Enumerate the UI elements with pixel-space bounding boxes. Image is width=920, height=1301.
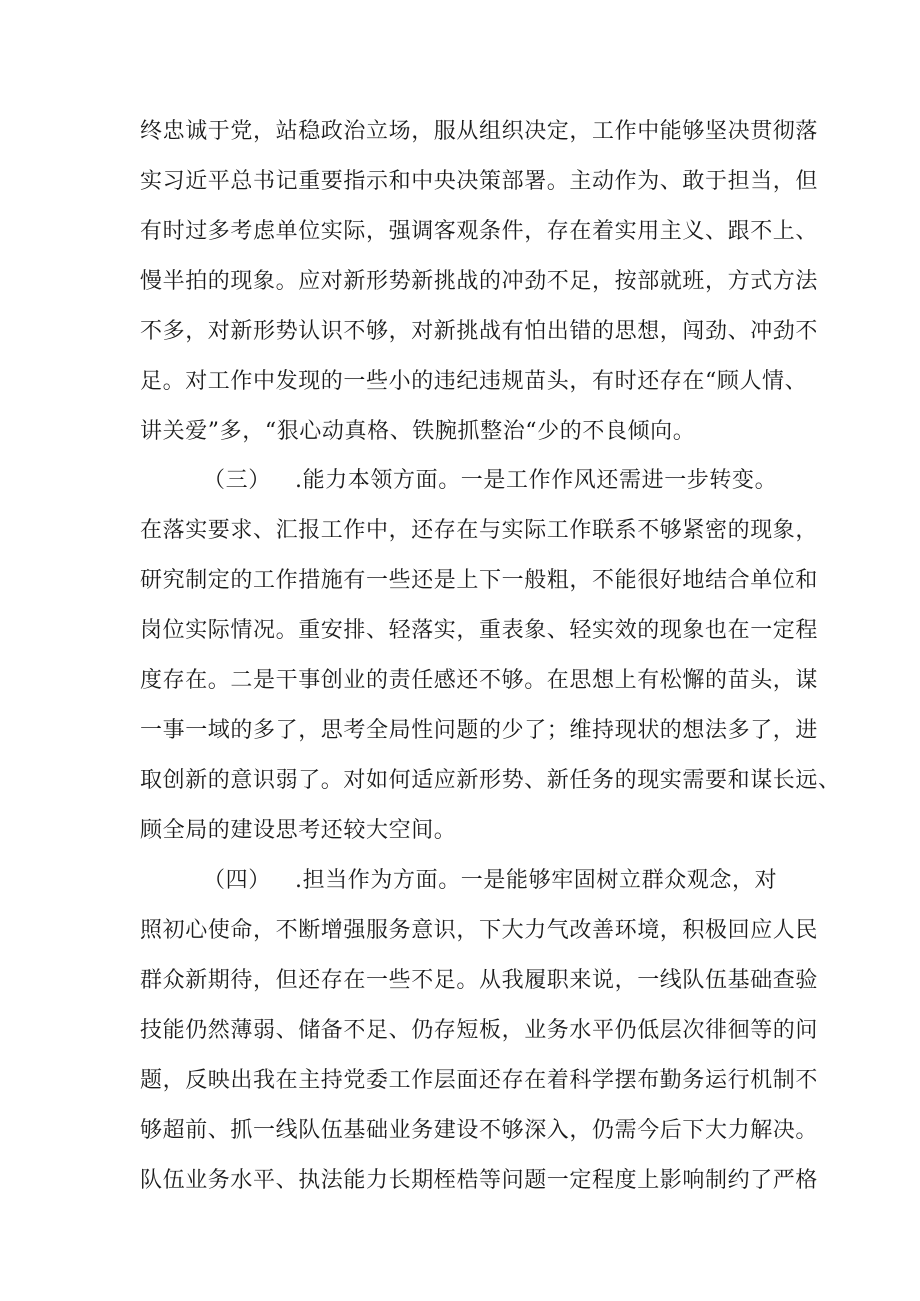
paragraph-1-line-4: 慢半拍的现象。应对新形势新挑战的冲劲不足，按部就班，方式方法 [140, 269, 819, 294]
section-4-line-6: 队伍业务水平、执法能力长期桎梏等问题一定程度上影响制约了严格 [140, 1168, 819, 1193]
section-3-line-7: 顾全局的建设思考还较大空间。 [140, 818, 457, 843]
paragraph-1-line-5: 不多，对新形势认识不够，对新挑战有怕出错的思想，闯劲、冲劲不 [140, 319, 819, 344]
paragraph-1-line-7: 讲关爱”多，“狠心动真格、铁腕抓整治“少的不良倾向。 [140, 419, 696, 444]
section-4-first-line: .担当作为方面。一是能够牢固树立群众观念，对 [295, 868, 778, 893]
section-3-heading-line [203, 466, 863, 496]
paragraph-1-line-1: 终忠诚于党，站稳政治立场，服从组织决定，工作中能够坚决贯彻落 [140, 119, 819, 144]
section-4-line-1: 照初心使命，不断增强服务意识，下大力气改善环境，积极回应人民 [140, 918, 819, 943]
section-4-heading-line [203, 866, 863, 896]
paragraph-1-line-6: 足。对工作中发现的一些小的违纪违规苗头，有时还存在“顾人情、 [140, 369, 808, 394]
section-3-first-line: .能力本领方面。一是工作作风还需进一步转变。 [295, 468, 778, 493]
section-3-label: （三） [203, 468, 271, 493]
section-4-line-4: 题，反映出我在主持党委工作层面还存在着科学摆布勤务运行机制不 [140, 1068, 819, 1093]
section-4-line-5: 够超前、抓一线队伍基础业务建设不够深入，仍需今后下大力解决。 [140, 1118, 819, 1143]
section-3-line-3: 岗位实际情况。重安排、轻落实，重表象、轻实效的现象也在一定程 [140, 618, 819, 643]
paragraph-1-line-3: 有时过多考虑单位实际，强调客观条件，存在着实用主义、跟不上、 [140, 219, 819, 244]
section-3-line-6: 取创新的意识弱了。对如何适应新形势、新任务的现实需要和谋长远、 [140, 768, 841, 793]
section-3-line-5: 一事一域的多了，思考全局性问题的少了；维持现状的想法多了，进 [140, 718, 819, 743]
section-4-label: （四） [203, 868, 271, 893]
section-3-line-1: 在落实要求、汇报工作中，还存在与实际工作联系不够紧密的现象， [140, 518, 819, 543]
section-4-line-2: 群众新期待，但还存在一些不足。从我履职来说，一线队伍基础查验 [140, 968, 819, 993]
section-4-line-3: 技能仍然薄弱、储备不足、仍存短板，业务水平仍低层次徘徊等的问 [140, 1018, 819, 1043]
paragraph-1-line-2: 实习近平总书记重要指示和中央决策部署。主动作为、敢于担当，但 [140, 169, 819, 194]
section-3-line-4: 度存在。二是干事创业的责任感还不够。在思想上有松懈的苗头，谋 [140, 668, 819, 693]
section-3-line-2: 研究制定的工作措施有一些还是上下一般粗，不能很好地结合单位和 [140, 568, 819, 593]
